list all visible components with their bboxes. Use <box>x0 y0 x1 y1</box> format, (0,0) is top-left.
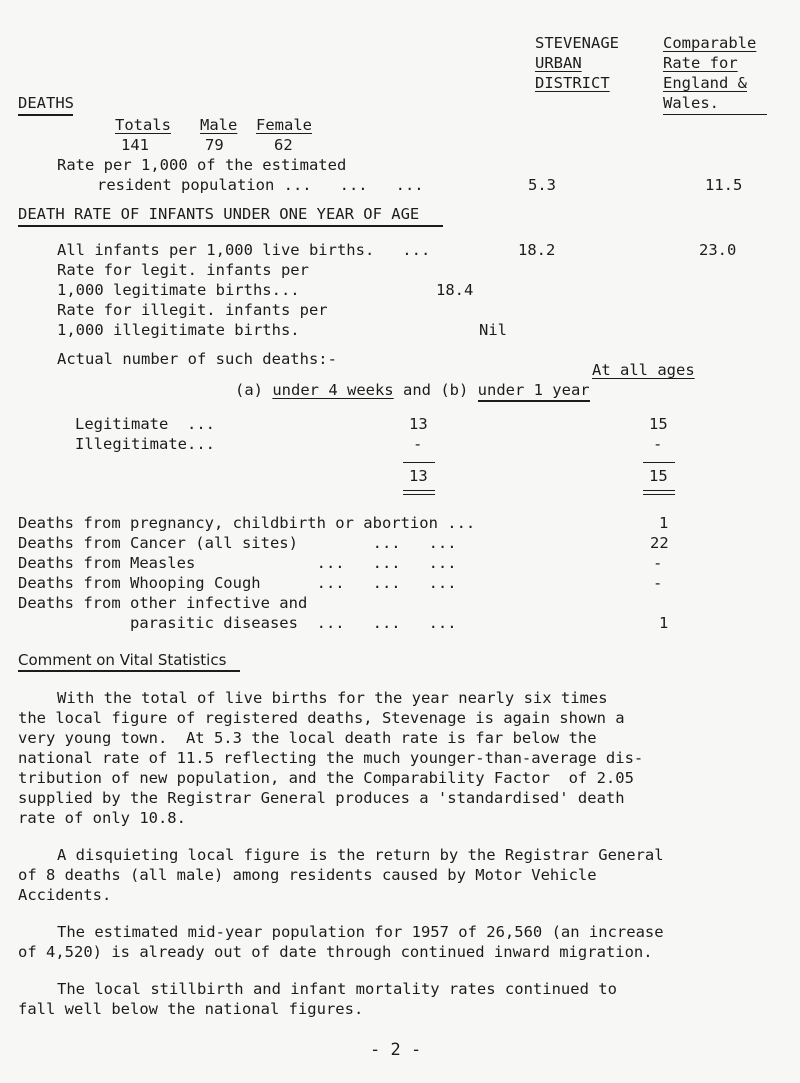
female-header: Female <box>256 116 312 134</box>
comment-line: The estimated mid-year population for 1957 of 26,560 (an increase <box>57 923 664 941</box>
female-value: 62 <box>274 136 293 154</box>
total-a-value: 13 <box>409 467 428 485</box>
col2-line-1: Comparable <box>663 34 757 52</box>
totals-value: 141 <box>121 136 149 154</box>
under-4-weeks-label: under 4 weeks <box>272 381 394 399</box>
cause-pregnancy-label: Deaths from pregnancy, childbirth or abortion ... <box>18 514 476 532</box>
cause-whooping-cough-value: - <box>653 574 663 592</box>
illegitimate-row-label: Illegitimate... <box>75 435 215 453</box>
illegit-value: Nil <box>479 321 507 339</box>
col1-line-2: URBAN <box>535 54 582 72</box>
under-1-year-label: under 1 year <box>478 381 590 402</box>
totals-header: Totals <box>115 116 171 134</box>
cause-measles-label: Deaths from Measles ... ... ... <box>18 554 457 572</box>
cause-parasitic-value: 1 <box>659 614 669 632</box>
deaths-heading-rule <box>18 114 73 116</box>
cause-measles-value: - <box>653 554 663 572</box>
comment-heading: Comment on Vital Statistics <box>18 651 227 669</box>
all-infants-local: 18.2 <box>518 241 556 259</box>
cause-cancer-label: Deaths from Cancer (all sites) ... ... <box>18 534 457 552</box>
page-number: - 2 - <box>370 1040 422 1060</box>
comment-heading-rule <box>18 670 240 672</box>
col2-underline <box>663 114 767 115</box>
cause-infective-label: Deaths from other infective and <box>18 594 308 612</box>
total-a-double-rule <box>403 490 435 495</box>
col2-line-2: Rate for <box>663 54 738 72</box>
at-all-ages-label: At all ages <box>592 361 695 379</box>
cause-whooping-cough-label: Deaths from Whooping Cough ... ... ... <box>18 574 457 592</box>
all-infants-national: 23.0 <box>699 241 737 259</box>
col1-line-3: DISTRICT <box>535 74 610 92</box>
col2-line-4: Wales. <box>663 94 719 112</box>
comment-line: A disquieting local figure is the return by the Registrar General <box>57 846 664 864</box>
and-b-label: and (b) <box>393 381 478 399</box>
comment-line: of 8 deaths (all male) among residents caused by Motor Vehicle <box>18 866 597 884</box>
illegitimate-row-b: - <box>653 435 663 453</box>
male-value: 79 <box>205 136 224 154</box>
total-b-double-rule <box>643 490 675 495</box>
rate-national-value: 11.5 <box>705 176 743 194</box>
comment-line: supplied by the Registrar General produces a 'standardised' death <box>18 789 625 807</box>
infant-heading: DEATH RATE OF INFANTS UNDER ONE YEAR OF AGE <box>18 205 420 223</box>
all-infants-label: All infants per 1,000 live births. ... <box>57 241 431 259</box>
illegit-label-2: 1,000 illegitimate births. <box>57 321 300 339</box>
comment-line: very young town. At 5.3 the local death rate is far below the <box>18 729 597 747</box>
rate-label-2: resident population ... ... ... <box>97 176 424 194</box>
cause-cancer-value: 22 <box>650 534 669 552</box>
male-header: Male <box>200 116 238 134</box>
actual-label: Actual number of such deaths:- <box>57 350 337 368</box>
under-a-prefix: (a) <box>235 381 273 399</box>
rate-label-1: Rate per 1,000 of the estimated <box>57 156 347 174</box>
legit-label-1: Rate for legit. infants per <box>57 261 309 279</box>
legitimate-row-b: 15 <box>649 415 668 433</box>
cause-pregnancy-value: 1 <box>659 514 669 532</box>
total-a-top-rule <box>403 462 435 463</box>
col2-line-3: England & <box>663 74 747 92</box>
legitimate-row-label: Legitimate ... <box>75 415 215 433</box>
comment-line: of 4,520) is already out of date through continued inward migration. <box>18 943 653 961</box>
total-b-top-rule <box>643 462 675 463</box>
rate-local-value: 5.3 <box>528 176 556 194</box>
comment-line: rate of only 10.8. <box>18 809 186 827</box>
illegit-label-1: Rate for illegit. infants per <box>57 301 328 319</box>
legit-value: 18.4 <box>436 281 474 299</box>
comment-line: With the total of live births for the year nearly six times <box>57 689 608 707</box>
deaths-heading: DEATHS <box>18 94 74 112</box>
comment-line: tribution of new population, and the Comparability Factor of 2.05 <box>18 769 634 787</box>
comment-line: The local stillbirth and infant mortality rates continued to <box>57 980 617 998</box>
comment-line: Accidents. <box>18 886 112 904</box>
legitimate-row-a: 13 <box>409 415 428 433</box>
col1-line-1: STEVENAGE <box>535 34 619 52</box>
comment-line: fall well below the national figures. <box>18 1000 364 1018</box>
under-line <box>235 381 590 399</box>
infant-heading-rule <box>18 225 443 227</box>
total-b-value: 15 <box>649 467 668 485</box>
legit-label-2: 1,000 legitimate births... <box>57 281 300 299</box>
cause-parasitic-label: parasitic diseases ... ... ... <box>18 614 457 632</box>
illegitimate-row-a: - <box>413 435 423 453</box>
comment-line: national rate of 11.5 reflecting the much younger-than-average dis- <box>18 749 644 767</box>
comment-line: the local figure of registered deaths, Stevenage is again shown a <box>18 709 625 727</box>
